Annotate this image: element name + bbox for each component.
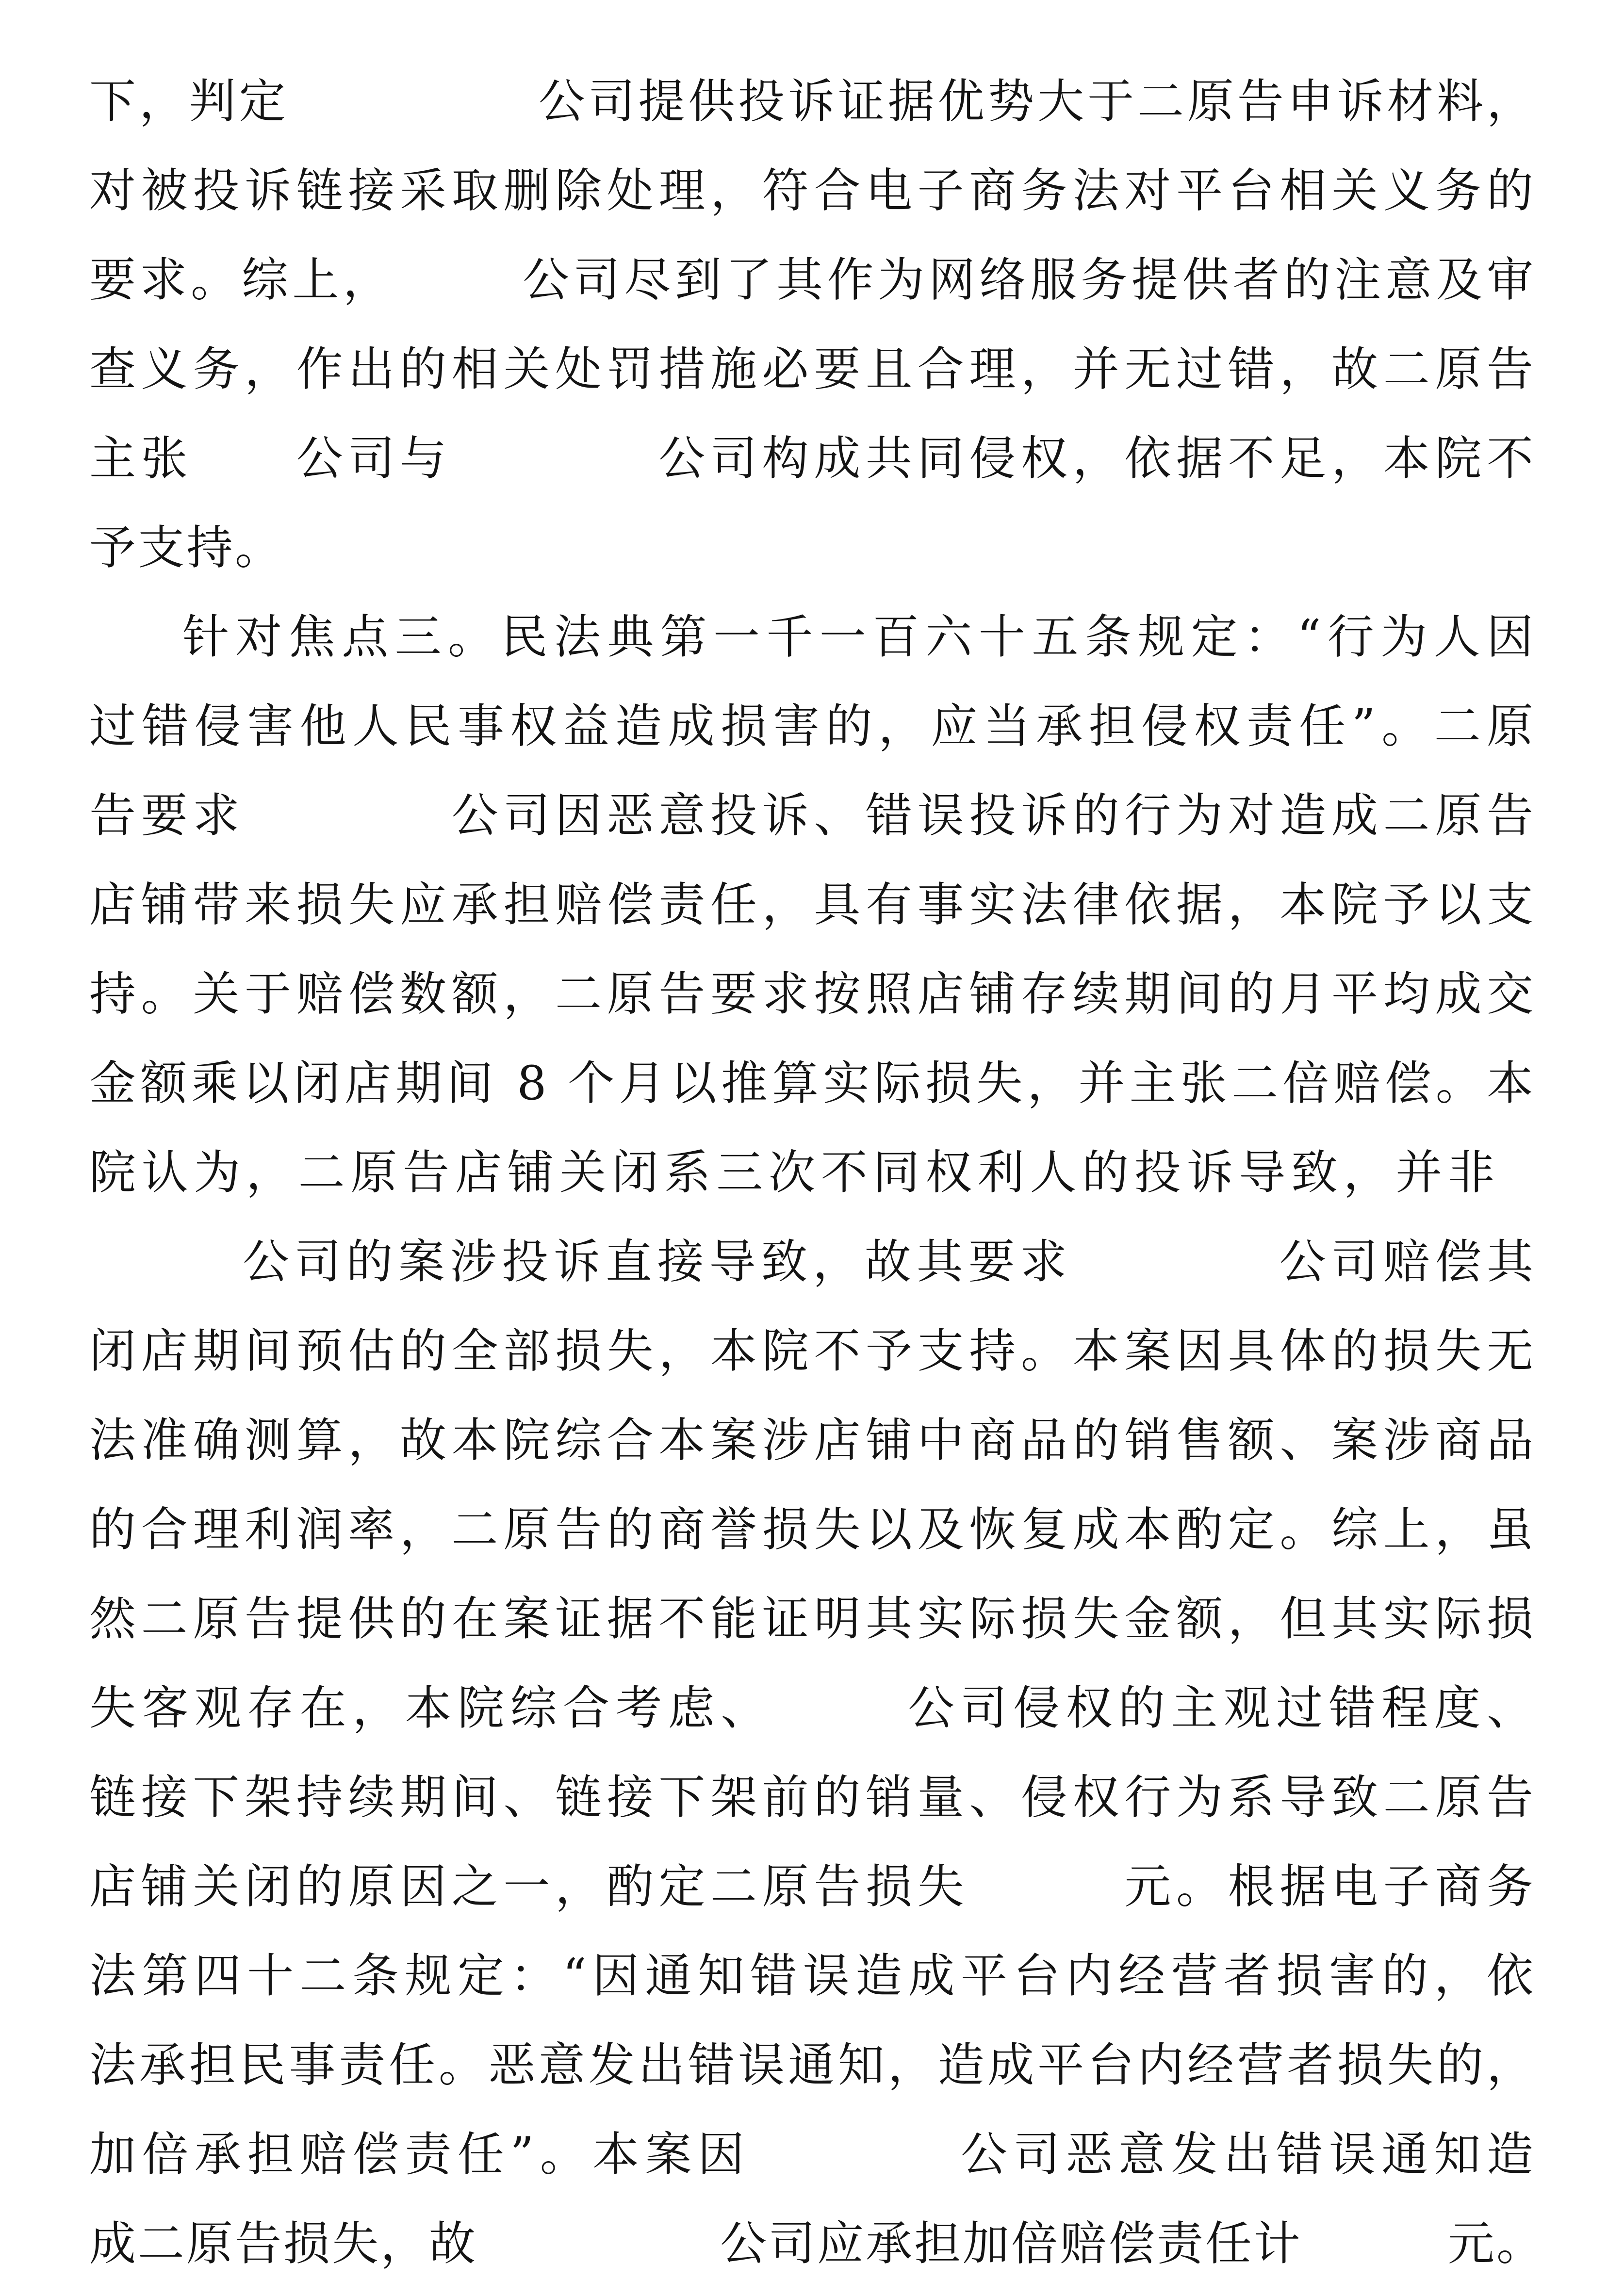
text-line: 院认为，二原告店铺关闭系三次不同权利人的投诉导致，并非 — [89, 1145, 1496, 1200]
text-line: 失客观存在，本院综合考虑、 公司侵权的主观过错程度、 — [89, 1681, 1535, 1735]
text-line: 加倍承担赔偿责任”。本案因 公司恶意发出错误通知造 — [89, 2127, 1535, 2182]
text-line: 店铺关闭的原因之一，酌定二原告损失 元。根据电子商务 — [89, 1859, 1535, 1914]
text-line: 成二原告损失，故 公司应承担加倍赔偿责任计 元。 — [89, 2216, 1545, 2271]
text-line: 过错侵害他人民事权益造成损害的，应当承担侵权责任”。二原 — [89, 699, 1535, 753]
text-line: 要求。综上， 公司尽到了其作为网络服务提供者的注意及审 — [89, 253, 1535, 307]
text-line: 法准确测算，故本院综合本案涉店铺中商品的销售额、案涉商品 — [89, 1413, 1535, 1467]
text-line: 公司的案涉投诉直接导致，故其要求 公司赔偿其 — [243, 1235, 1535, 1289]
text-line: 予支持。 — [89, 521, 283, 575]
text-line: 下，判定 公司提供投诉证据优势大于二原告申诉材料， — [89, 74, 1535, 129]
paragraph-first-line: 针对焦点三。民法典第一千一百六十五条规定：“行为人因 — [182, 610, 1535, 664]
text-line: 查义务，作出的相关处罚措施必要且合理，并无过错，故二原告 — [89, 342, 1535, 396]
text-line: 的合理利润率，二原告的商誉损失以及恢复成本酌定。综上，虽 — [89, 1502, 1535, 1557]
text-line: 店铺带来损失应承担赔偿责任，具有事实法律依据，本院予以支 — [89, 878, 1535, 932]
text-line: 对被投诉链接采取删除处理，符合电子商务法对平台相关义务的 — [89, 163, 1535, 218]
text-line: 闭店期间预估的全部损失，本院不予支持。本案因具体的损失无 — [89, 1324, 1535, 1378]
text-line: 法承担民事责任。恶意发出错误通知，造成平台内经营者损失的， — [89, 2038, 1535, 2092]
text-line: 法第四十二条规定：“因通知错误造成平台内经营者损害的，依 — [89, 1949, 1535, 2003]
text-line: 然二原告提供的在案证据不能证明其实际损失金额，但其实际损 — [89, 1592, 1535, 1646]
text-line: 金额乘以闭店期间 8 个月以推算实际损失，并主张二倍赔偿。本 — [89, 1056, 1535, 1110]
text-line: 主张 公司与 公司构成共同侵权，依据不足，本院不 — [89, 431, 1535, 486]
text-line: 链接下架持续期间、链接下架前的销量、侵权行为系导致二原告 — [89, 1770, 1535, 1824]
text-line: 持。关于赔偿数额，二原告要求按照店铺存续期间的月平均成交 — [89, 967, 1535, 1021]
text-line: 告要求 公司因恶意投诉、错误投诉的行为对造成二原告 — [89, 788, 1535, 843]
